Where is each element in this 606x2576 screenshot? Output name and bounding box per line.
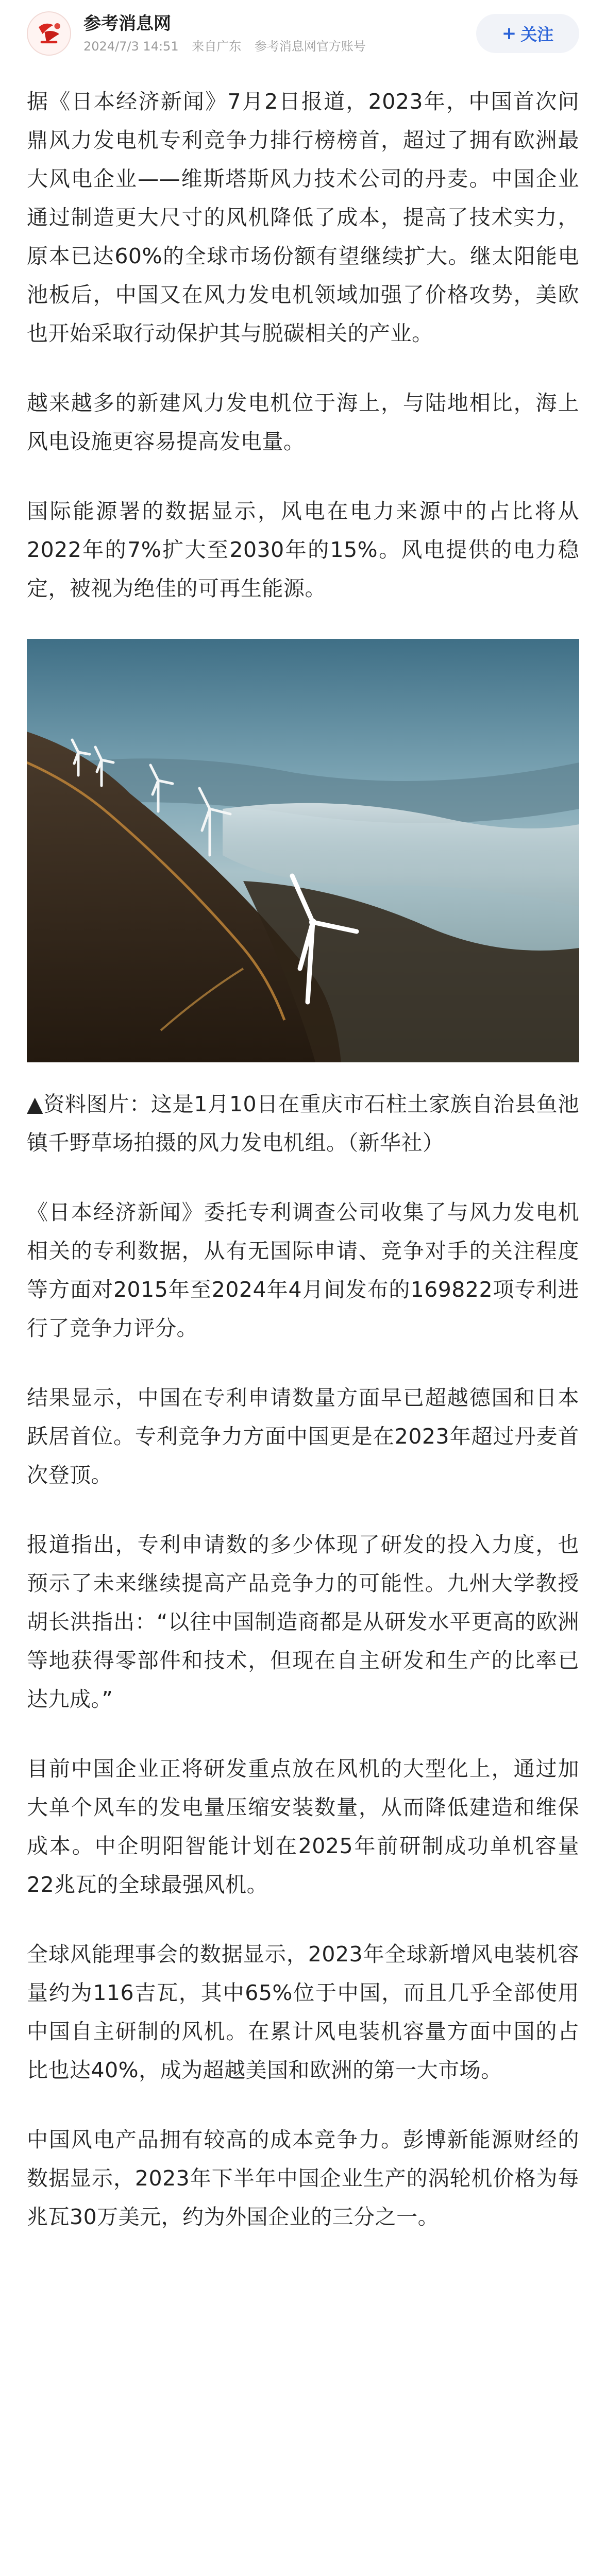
- source-name[interactable]: 参考消息网: [83, 13, 171, 34]
- account-type: 参考消息网官方账号: [254, 39, 366, 54]
- article-paragraph: 结果显示，中国在专利申请数量方面早已超越德国和日本跃居首位。专利竞争力方面中国更是在2023年超过丹麦首次登顶。: [27, 1385, 579, 1487]
- publish-location: 来自广东: [192, 39, 242, 54]
- article-paragraph: 目前中国企业正将研发重点放在风机的大型化上，通过加大单个风车的发电量压缩安装数量，从而降低建造和维保成本。中企明阳智能计划在2025年前研制成功单机容量22兆瓦的全球最强风机。: [27, 1756, 579, 1897]
- article-paragraph: 《日本经济新闻》委托专利调查公司收集了与风力发电机相关的专利数据，从有无国际申请、竞争对手的关注程度等方面对2015年至2024年4月间发布的169822项专利进行了竞争力评分。: [27, 1200, 579, 1341]
- wind-turbines-photo[interactable]: [27, 639, 579, 1062]
- article-body: [27, 82, 579, 2267]
- publish-date: 2024/7/3 14:51: [83, 39, 179, 54]
- follow-button[interactable]: [476, 14, 579, 53]
- article-paragraph: 中国风电产品拥有较高的成本竞争力。彭博新能源财经的数据显示，2023年下半年中国企业生产的涡轮机价格为每兆瓦30万美元，约为外国企业的三分之一。: [27, 2127, 579, 2229]
- article-paragraph: 越来越多的新建风力发电机位于海上，与陆地相比，海上风电设施更容易提高发电量。: [27, 391, 579, 454]
- source-meta: [83, 12, 476, 55]
- photo-caption: ▲资料图片：这是1月10日在重庆市石柱土家族自治县鱼池镇千野草场拍摄的风力发电机组。（新华社）: [27, 1092, 579, 1155]
- article-paragraph: 据《日本经济新闻》7月2日报道，2023年，中国首次问鼎风力发电机专利竞争力排行榜榜首，超过了拥有欧洲最大风电企业——维斯塔斯风力技术公司的丹麦。中国企业通过制造更大尺寸的风机降低了成本，提高了技术实力，原本已达60%的全球市场份额有望继续扩大。继太阳能电池板后，中国又在风力发电机领域加强了价格攻势，美欧也开始采取行动保护其与脱碳相关的产业。: [27, 89, 579, 346]
- photo-illustration: [27, 639, 579, 1062]
- source-sub-line: [83, 38, 476, 55]
- follow-label: 关注: [520, 25, 554, 44]
- article-header: [0, 0, 606, 67]
- cankao-logo-icon: [28, 11, 70, 56]
- plus-icon: +: [501, 23, 517, 44]
- article-paragraph: 国际能源署的数据显示，风电在电力来源中的占比将从2022年的7%扩大至2030年的15%。风电提供的电力稳定，被视为绝佳的可再生能源。: [27, 499, 579, 601]
- article-paragraph: 报道指出，专利申请数的多少体现了研发的投入力度，也预示了未来继续提高产品竞争力的可能性。九州大学教授胡长洪指出：“以往中国制造商都是从研发水平更高的欧洲等地获得零部件和技术，但现在自主研发和生产的比率已达九成。”: [27, 1532, 579, 1711]
- article-paragraph: 全球风能理事会的数据显示，2023年全球新增风电装机容量约为116吉瓦，其中65%位于中国，而且几乎全部使用中国自主研制的风机。在累计风电装机容量方面中国的占比也达40%，成为超越美国和欧洲的第一大市场。: [27, 1942, 579, 2082]
- source-avatar[interactable]: [27, 11, 71, 56]
